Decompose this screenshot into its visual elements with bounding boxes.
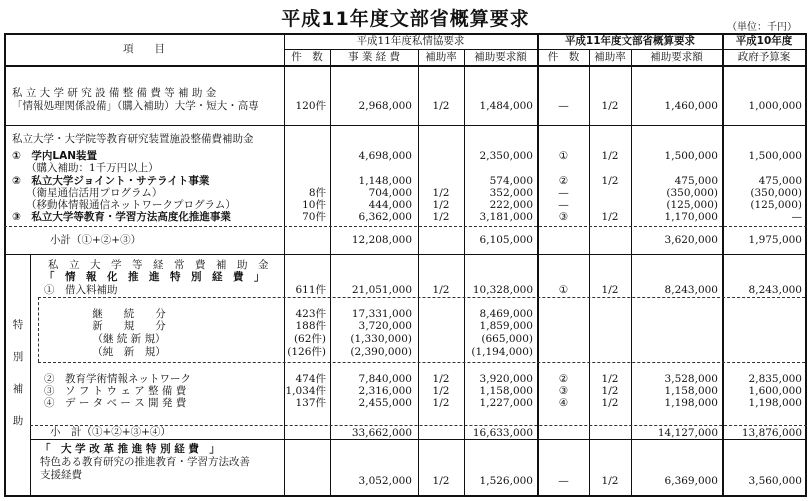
sec3-sub-yokyu: (1,194,000) bbox=[471, 346, 533, 358]
sec2-row-h10: 1,500,000 bbox=[748, 150, 802, 162]
sec2-row-jigyo: 1,148,000 bbox=[358, 175, 412, 187]
sec1-h10: 1,000,000 bbox=[748, 100, 802, 112]
sec3-row-count2: ④ bbox=[558, 397, 569, 409]
sec2-row-h10: (350,000) bbox=[750, 187, 802, 199]
sec3-row-h10: 1,198,000 bbox=[748, 397, 802, 409]
sec2-row-yokyu: 574,000 bbox=[489, 175, 533, 187]
sec3-row-h10: 1,600,000 bbox=[748, 385, 802, 397]
header-h10: 平成10年度 bbox=[735, 35, 793, 47]
sec2-row-count2: ② bbox=[558, 175, 569, 187]
row-sep-dashed bbox=[4, 226, 807, 227]
sec2-row-yokyu2: (350,000) bbox=[666, 187, 718, 199]
sec3-row-jigyo: 2,455,000 bbox=[358, 397, 412, 409]
breakdown-box-left bbox=[38, 297, 39, 362]
sec2-row-h10: — bbox=[791, 211, 802, 223]
sec2-row-count2: — bbox=[558, 199, 569, 211]
sec1-subtitle: 「情報処理関係設備」（購入補助）大学・短大・高専 bbox=[12, 100, 259, 112]
sec1-count2: — bbox=[558, 100, 569, 112]
sec4-subtitle: 特色ある教育研究の推進教育・学習方法改善 bbox=[40, 456, 250, 468]
sec2-row-yokyu2: 1,500,000 bbox=[664, 150, 718, 162]
header-hojoritsu2: 補助率 bbox=[594, 51, 626, 63]
sec3-row-rate: 1/2 bbox=[432, 385, 450, 397]
sec4-rate: 1/2 bbox=[432, 475, 450, 487]
sec3-row-h10: 2,835,000 bbox=[748, 373, 802, 385]
sec2-row-label: （購入補助：1千万円以上） bbox=[26, 162, 159, 174]
sec2-subtotal-jigyo: 12,208,000 bbox=[351, 234, 412, 246]
sec3-row1-jigyo: 21,051,000 bbox=[351, 284, 412, 296]
sec2-subtotal-yokyu2: 3,620,000 bbox=[664, 234, 718, 246]
sec3-row1-yokyu2: 8,243,000 bbox=[664, 284, 718, 296]
sec4-yokyu2: 6,369,000 bbox=[664, 475, 718, 487]
header-item: 項 目 bbox=[123, 43, 165, 55]
sec3-row-rate: 1/2 bbox=[432, 397, 450, 409]
sec2-row-rate2: 1/2 bbox=[601, 211, 619, 223]
sec3-subtotal-yokyu2: 14,127,000 bbox=[657, 427, 718, 439]
header-kyokai: 平成11年度私情協要求 bbox=[356, 35, 465, 47]
sec4-yokyu: 1,526,000 bbox=[479, 475, 533, 487]
budget-table bbox=[4, 33, 807, 497]
sec3-row-yokyu2: 3,528,000 bbox=[664, 373, 718, 385]
breakdown-box-bottom bbox=[38, 362, 805, 363]
sec3-sub-count: 188件 bbox=[295, 320, 326, 332]
sec4-count2: — bbox=[558, 475, 569, 487]
sec4-jigyo: 3,052,000 bbox=[358, 475, 412, 487]
sec3-row-count: 474件 bbox=[295, 373, 326, 385]
sec2-row-count: 10件 bbox=[302, 199, 326, 211]
sec3-sub-yokyu: (665,000) bbox=[481, 333, 533, 345]
sec3-row1-rate2: 1/2 bbox=[601, 284, 619, 296]
col-sep bbox=[589, 49, 590, 497]
sec2-row-jigyo: 704,000 bbox=[368, 187, 412, 199]
sec3-row1-h10: 8,243,000 bbox=[748, 284, 802, 296]
sec2-row-label: （移動体情報通信ネットワークプログラム） bbox=[26, 199, 236, 211]
sec2-row-rate: 1/2 bbox=[432, 187, 450, 199]
sec3-row1-label: ① 借入料補助 bbox=[44, 284, 118, 296]
side-label-char: 特 bbox=[12, 319, 24, 331]
sec3-row-count: 1,034件 bbox=[285, 385, 326, 397]
sec3-subtotal-jigyo: 33,662,000 bbox=[351, 427, 412, 439]
sec3-subtotal-h10: 13,876,000 bbox=[741, 427, 802, 439]
header-hojoritsu: 補助率 bbox=[425, 51, 457, 63]
sec3-row-rate2: 1/2 bbox=[601, 397, 619, 409]
sec3-row-count2: ③ bbox=[558, 385, 569, 397]
sec2-row-label: ② 私立大学ジョイント・サテライト事業 bbox=[12, 175, 210, 187]
sec1-yokyu: 1,484,000 bbox=[479, 100, 533, 112]
sec2-row-yokyu: 222,000 bbox=[489, 199, 533, 211]
header-count: 件 数 bbox=[291, 51, 323, 63]
sec3-sub-jigyo: (1,330,000) bbox=[350, 333, 412, 345]
sec2-row-rate: 1/2 bbox=[432, 199, 450, 211]
sec2-row-label: ① 学内LAN装置 bbox=[12, 150, 97, 162]
sec2-row-yokyu2: 475,000 bbox=[674, 175, 718, 187]
table-border-left bbox=[4, 33, 6, 497]
header-yokyu2: 補助要求額 bbox=[650, 51, 703, 63]
sec3-row-jigyo: 2,316,000 bbox=[358, 385, 412, 397]
sec2-row-yokyu2: (125,000) bbox=[666, 199, 718, 211]
sec4-title: 「 大 学 改 革 推 進 特 別 経 費 」 bbox=[40, 443, 220, 455]
side-label-char: 補 bbox=[12, 383, 24, 395]
sec3-subtotal-yokyu: 16,633,000 bbox=[472, 427, 533, 439]
sec3-sub-label: （継 続 新 規） bbox=[92, 333, 166, 345]
sec2-row-jigyo: 4,698,000 bbox=[358, 150, 412, 162]
sec3-sub-label: 継 続 分 bbox=[92, 308, 166, 320]
sec1-jigyo: 2,968,000 bbox=[358, 100, 412, 112]
sec3-sub-jigyo: (2,390,000) bbox=[350, 346, 412, 358]
sec2-row-rate2: 1/2 bbox=[601, 175, 619, 187]
sec2-subtotal-h10: 1,975,000 bbox=[748, 234, 802, 246]
sec3-sub-jigyo: 3,720,000 bbox=[358, 320, 412, 332]
header-seifu: 政府予算案 bbox=[737, 51, 791, 63]
sec3-sub-jigyo: 17,331,000 bbox=[351, 308, 412, 320]
sec3-sub-yokyu: 1,859,000 bbox=[479, 320, 533, 332]
sec2-row-yokyu: 2,350,000 bbox=[479, 150, 533, 162]
sec3-row1-rate: 1/2 bbox=[432, 284, 450, 296]
side-col-sep bbox=[30, 254, 31, 495]
side-label-char: 助 bbox=[12, 415, 24, 427]
sec3-subtitle: 「 情 報 化 推 進 特 別 経 費 」 bbox=[44, 271, 265, 283]
header-sep bbox=[284, 49, 805, 50]
sec3-row-label: ③ ソ フ ト ウ ェ ア 整 備 費 bbox=[44, 385, 187, 397]
sec3-row-yokyu: 1,158,000 bbox=[479, 385, 533, 397]
sec4-h10: 3,560,000 bbox=[748, 475, 802, 487]
sec2-row-count: 70件 bbox=[302, 211, 326, 223]
sec3-row1-yokyu: 10,328,000 bbox=[472, 284, 533, 296]
sec2-row-rate2: 1/2 bbox=[601, 150, 619, 162]
sec2-title: 私立大学・大学院等教育研究装置施設整備費補助金 bbox=[12, 133, 254, 145]
sec1-yokyu2: 1,460,000 bbox=[664, 100, 718, 112]
sec3-row1-count2: ① bbox=[558, 284, 569, 296]
sec3-row-count: 137件 bbox=[295, 397, 326, 409]
sec2-row-jigyo: 6,362,000 bbox=[358, 211, 412, 223]
sec3-sub-count: (62件) bbox=[293, 333, 326, 345]
header-yokyu: 補助要求額 bbox=[474, 51, 527, 63]
header-jigyo: 事 業 経 費 bbox=[347, 51, 400, 63]
sec3-sub-count: 423件 bbox=[295, 308, 326, 320]
side-label-char: 別 bbox=[12, 351, 24, 363]
sec3-row-yokyu: 3,920,000 bbox=[479, 373, 533, 385]
sec2-row-label: （衛星通信活用プログラム） bbox=[26, 187, 163, 199]
sec2-row-jigyo: 444,000 bbox=[368, 199, 412, 211]
sec1-rate2: 1/2 bbox=[601, 100, 619, 112]
sec2-subtotal-label: 小計（①+②+③） bbox=[50, 234, 142, 246]
sec2-row-yokyu: 3,181,000 bbox=[479, 211, 533, 223]
sec2-row-count2: ③ bbox=[558, 211, 569, 223]
sec3-sub-count: (126件) bbox=[287, 346, 326, 358]
unit-label: （単位：千円） bbox=[727, 22, 797, 33]
sec2-row-label: ③ 私立大学等教育・学習方法高度化推進事業 bbox=[12, 211, 231, 223]
row-sep bbox=[30, 439, 807, 440]
col-sep bbox=[418, 49, 419, 497]
sec3-sub-label: （純 新 規） bbox=[92, 346, 166, 358]
sec2-row-count2: — bbox=[558, 187, 569, 199]
sec2-row-h10: 475,000 bbox=[758, 175, 802, 187]
sec3-row-yokyu2: 1,198,000 bbox=[664, 397, 718, 409]
sec3-sub-label: 新 規 分 bbox=[92, 320, 166, 332]
sec3-row-count2: ② bbox=[558, 373, 569, 385]
sec2-subtotal-yokyu: 6,105,000 bbox=[479, 234, 533, 246]
sec3-row-yokyu2: 1,158,000 bbox=[664, 385, 718, 397]
row-sep bbox=[4, 254, 807, 255]
row-sep bbox=[4, 125, 807, 126]
sec3-sub-yokyu: 8,469,000 bbox=[479, 308, 533, 320]
sec3-subtotal-label: 小 計（①+②+③+④） bbox=[50, 426, 171, 438]
sec2-row-count2: ① bbox=[558, 150, 569, 162]
sec3-row-rate2: 1/2 bbox=[601, 385, 619, 397]
sec3-row-yokyu: 1,227,000 bbox=[479, 397, 533, 409]
sec3-title: 私 立 大 学 等 経 常 費 補 助 金 bbox=[48, 259, 269, 271]
sec3-row-label: ② 教育学術情報ネットワーク bbox=[44, 373, 191, 385]
sec4-subtitle2: 支援経費 bbox=[40, 469, 82, 481]
header-monbusho: 平成11年度文部省概算要求 bbox=[564, 35, 696, 47]
sec1-title: 私 立 大 学 研 究 設 備 整 備 費 等 補 助 金 bbox=[12, 87, 217, 99]
sec3-row-jigyo: 7,840,000 bbox=[358, 373, 412, 385]
table-border-bottom bbox=[4, 495, 807, 497]
header-count2: 件 数 bbox=[547, 51, 580, 63]
sec2-row-h10: (125,000) bbox=[750, 199, 802, 211]
sec3-row-label: ④ デ ー タ ベ ー ス 開 発 費 bbox=[44, 397, 187, 409]
sec2-row-count: 8件 bbox=[308, 187, 326, 199]
sec2-row-rate: 1/2 bbox=[432, 211, 450, 223]
sec1-rate: 1/2 bbox=[432, 100, 450, 112]
header-bottom bbox=[4, 65, 807, 67]
table-border-right bbox=[805, 33, 807, 497]
sec3-row1-count: 611件 bbox=[295, 284, 326, 296]
page-title: 平成11年度文部省概算要求 bbox=[281, 8, 530, 30]
sec2-row-yokyu2: 1,170,000 bbox=[664, 211, 718, 223]
sec4-rate2: 1/2 bbox=[601, 475, 619, 487]
sec3-row-rate2: 1/2 bbox=[601, 373, 619, 385]
sec3-row-rate: 1/2 bbox=[432, 373, 450, 385]
breakdown-box-top bbox=[38, 297, 805, 298]
sec1-count: 120件 bbox=[295, 100, 326, 112]
sec2-row-yokyu: 352,000 bbox=[489, 187, 533, 199]
